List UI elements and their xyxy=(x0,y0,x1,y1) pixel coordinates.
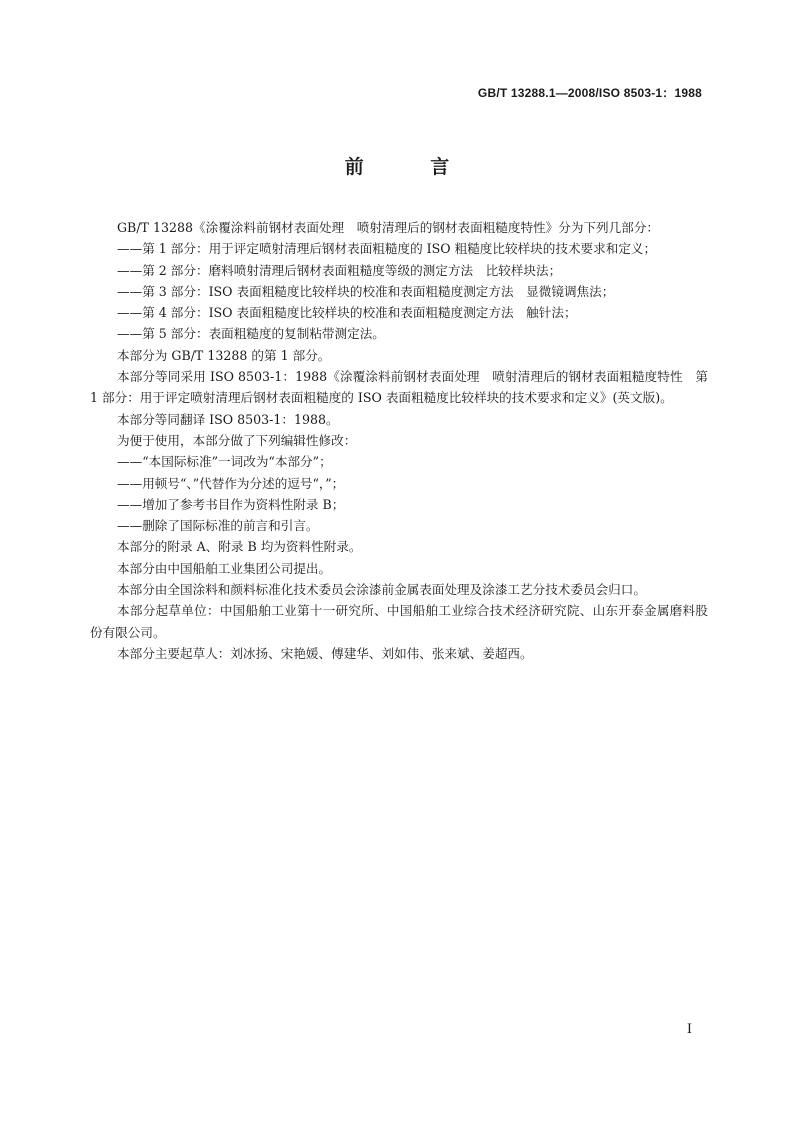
list-item-edit-3: ——增加了参考书目作为资料性附录 B； xyxy=(117,496,345,512)
intro-paragraph: GB/T 13288《涂覆涂料前钢材表面处理 喷射清理后的钢材表面粗糙度特性》分为下列几部分： xyxy=(117,220,659,235)
list-item-part-2: ——第 2 部分：磨料喷射清理后钢材表面粗糙度等级的测定方法 比较样块法； xyxy=(117,262,562,278)
list-item-part-5: ——第 5 部分：表面粗糙度的复制粘带测定法。 xyxy=(117,326,385,342)
list-item-edit-1: ——“本国际标准”一词改为“本部分”； xyxy=(117,454,332,470)
equivalence-paragraph: 本部分等同采用 ISO 8503-1：1988《涂覆涂料前钢材表面处理 喷射清理后的钢材表面粗糙度特性 第 1 部分：用于评定喷射清理后钢材表面粗糙度的 ISO 表面粗糙度比较样块的技术要求和定义》(英文版)。 xyxy=(90,369,708,406)
foreword-body xyxy=(90,217,708,664)
list-item-part-1: ——第 1 部分：用于评定喷射清理后钢材表面粗糙度的 ISO 粗糙度比较样块的技术要求和定义； xyxy=(117,241,657,257)
drafters-paragraph: 本部分主要起草人：刘冰扬、宋艳媛、傅建华、刘如伟、张来斌、姜超西。 xyxy=(117,645,533,661)
list-item-part-3: ——第 3 部分：ISO 表面粗糙度比较样块的校准和表面粗糙度测定方法 显微镜调焦法； xyxy=(117,283,615,299)
translation-paragraph: 本部分等同翻译 ISO 8503-1：1988。 xyxy=(117,411,339,427)
page-number: I xyxy=(686,1022,692,1037)
page-title: 前 言 xyxy=(344,156,480,178)
this-part-paragraph: 本部分为 GB/T 13288 的第 1 部分。 xyxy=(117,347,331,363)
annex-paragraph: 本部分的附录 A、附录 B 均为资料性附录。 xyxy=(117,539,362,555)
editorial-paragraph: 为便于使用，本部分做了下列编辑性修改： xyxy=(117,432,357,448)
proposed-paragraph: 本部分由中国船舶工业集团公司提出。 xyxy=(117,560,332,576)
standard-code-header: GB/T 13288.1—2008/ISO 8503-1：1988 xyxy=(477,86,702,100)
centralized-paragraph: 本部分由全国涂料和颜料标准化技术委员会涂漆前金属表面处理及涂漆工艺分技术委员会归口。 xyxy=(117,582,646,598)
drafting-units-paragraph: 本部分起草单位：中国船舶工业第十一研究所、中国船舶工业综合技术经济研究院、山东开泰金属磨料股份有限公司。 xyxy=(90,603,708,640)
list-item-edit-2: ——用顿号“、”代替作为分述的逗号“，”； xyxy=(117,475,345,491)
list-item-part-4: ——第 4 部分：ISO 表面粗糙度比较样块的校准和表面粗糙度测定方法 触针法； xyxy=(117,305,577,321)
list-item-edit-4: ——删除了国际标准的前言和引言。 xyxy=(117,518,319,534)
